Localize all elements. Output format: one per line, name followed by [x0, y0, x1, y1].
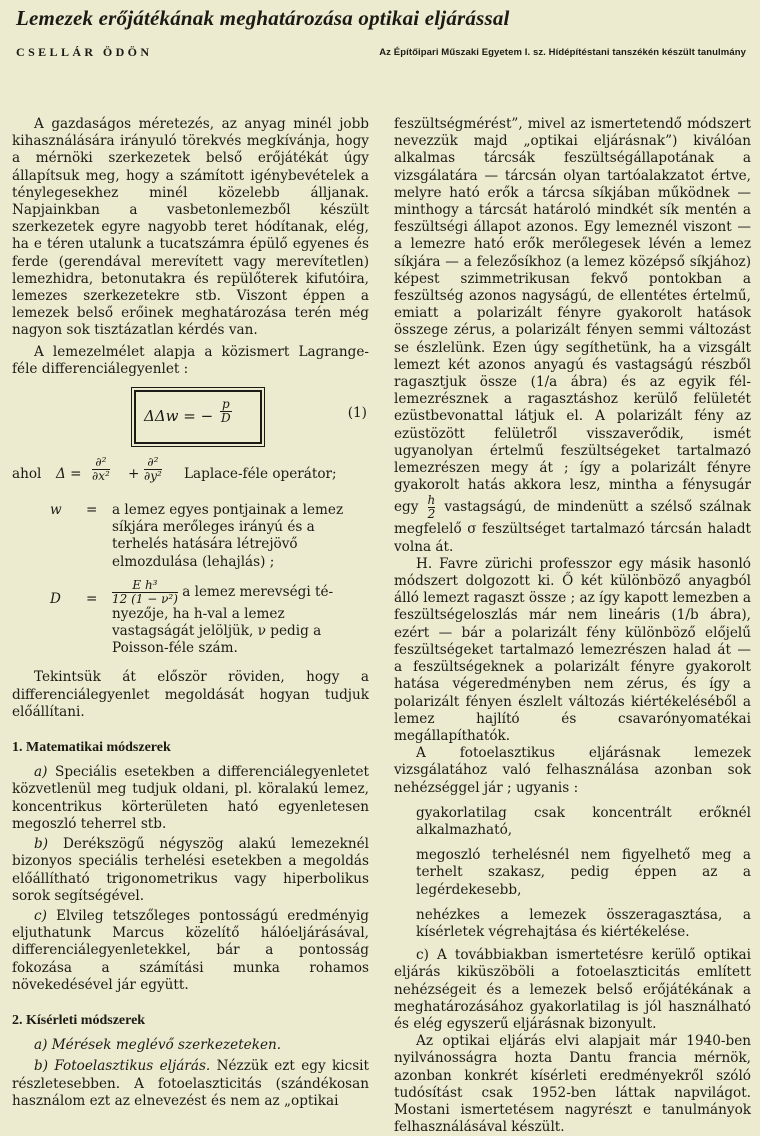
- left-column: [12, 116, 369, 1110]
- item-a2: a) Mérések meglévő szerkezeteken.: [34, 1037, 282, 1054]
- d-symbol: D: [50, 590, 61, 607]
- item-a-text: Speciális esetekben a differenciálegyenletet közvetlenül meg tudjuk oldani, pl. köralakú lemez, koncentrikus körterületen ható egyenletesen megoszló teherrel stb.: [12, 764, 369, 832]
- laplace-text: Laplace-féle operátor;: [184, 466, 337, 483]
- equation-numerator: p: [222, 397, 230, 412]
- item-b2: [12, 1058, 369, 1110]
- item-c-label: c): [34, 907, 47, 924]
- item-a-label: a): [34, 764, 48, 781]
- w-symbol: w: [50, 502, 62, 519]
- item-b2-label: b) Fotoelasztikus eljárás.: [34, 1058, 211, 1075]
- paragraph-intro: A gazdaságos méretezés, az anyag minél jobb kihasználására irányuló törekvés megkívánja, hogy a mérnöki szerkezetek belső erőjátékát úgy állapítsuk meg, hogy a számított igénybevételek a ténylegesekhez minél közelebb álljanak. Napjainkban a vasbetonlemezből készült szerkezetek egyre nagyobb teret hódítanak, elég, ha e téren utalunk a tucatszámra épülő egyenes és ferde (gerendával merevített vagy merevítetlen) lemezhidra, betonutakra és repülőterek kifutóira, lemezes szerkezetekre stb. Viszont éppen a lemezek belső erőinek meghatározása terén még nagyon sok tisztázatlan kérdés van.: [12, 116, 369, 339]
- laplace-den-y: ∂y²: [144, 469, 162, 484]
- half-thickness-fraction: [428, 494, 436, 521]
- equation-box: [134, 390, 262, 444]
- laplace-den-x: ∂x²: [92, 469, 110, 484]
- w-text: a lemez egyes pontjainak a lemez síkjára merőleges irányú és a terhelés hatására létrejövő elmozdulása (lehajlás) ;: [112, 502, 344, 570]
- item-b2-text: Nézzük ezt egy kicsit részletesebben. A fotoelaszticitás (szándékosan használom ezt az elnevezést és nem az „optikai: [12, 1058, 369, 1109]
- d-fraction: [112, 579, 178, 606]
- laplace-symbol: Δ =: [56, 466, 82, 483]
- half-numerator: h: [427, 493, 436, 508]
- d-body: [12, 579, 369, 658]
- w-definition: [12, 502, 369, 571]
- laplace-num-x: ∂²: [92, 456, 110, 470]
- laplace-plus: +: [128, 466, 140, 483]
- d-denominator: 12 (1 − ν²): [112, 591, 178, 606]
- laplace-fraction-x: [92, 456, 110, 483]
- right-column: [394, 116, 751, 1136]
- paragraph-continued-a: feszültségmérést”, mivel az ismertetendő módszert nevezzük majd „optikai eljárásnak”) kiválóan alkalmas tárcsák feszültségállapotának a vizsgálatára — tárcsán olyan tartóalakzatot értve, melyre ható erők a tárcsa síkjában működnek — minthogy a tárcsát határoló mindkét sík mentén a feszültségi állapot azonos. Egy lemeznél viszont — a lemezre ható erők merőlegesek lévén a lemez síkjára — a felezősíkhoz (a lemez középső síkjához) képest szimmetrikusan fekvő pontokban a feszültség azonos nagyságú, de ellentétes értelmű, emiatt a polarizált fényre gyakorolt hatások összege zérus, a polarizált fényen semmi változást se észlelünk. Ezen úgy segíthetünk, ha a vizsgált lemezt két azonos anyagú és vastagságú részből ragasztjuk össze (1/a ábra) és az egyik fél-lemezrésznek a ragasztáshoz kerülő felületét ezüstbevonattal látjuk el. A polarizált fény az ezüstözött felületről visszaverődik, ismét ugyanolyan értelmű feszültségeket tartalmazó lemezrészen megy át ; így a polarizált fényre gyakorolt hatás akkora lesz, mintha a fénysugár egy: [394, 116, 751, 516]
- item-b-label: b): [34, 836, 49, 853]
- article-title: Lemezek erőjátékának meghatározása optikai eljárással: [16, 6, 510, 30]
- difficulty-2: megoszló terhelésnél nem figyelhető meg a terhelt szakasz, pedig éppen az a legérdekesebb,: [416, 847, 751, 898]
- d-text-1: a lemez merevségi té-: [182, 583, 334, 600]
- item-c: [12, 908, 369, 994]
- laplace-definition: [12, 456, 369, 492]
- paragraph-favre: H. Favre zürichi professzor egy másik hasonló módszert dolgozott ki. Ő két különböző anyagból álló lemezt ragaszt össze ; az így kapott lemezben a feszültségeloszlás már nem lineáris (1/b ábra), ezért — bár a polarizált fény különböző előjelű feszültségeket tartalmazó lemezrészen halad át — a feszültségeknek a polarizált fényre gyakorolt hatása végeredményben nem zérus, és így a polarizált fényen észlelt változás kiértékeléséből a lemez hajlító és csavarónyomatékai megállapíthatók.: [394, 555, 752, 744]
- half-denominator: 2: [427, 507, 436, 522]
- difficulty-1: gyakorlatilag csak koncentrált erőknél alkalmazható,: [416, 804, 751, 838]
- item-b-text: Derékszögű négyszög alakú lemezeknél bizonyos speciális terhelési esetekben a megoldás előállítható trigonometrikus vagy hiperbolikus sorok segítségével.: [12, 836, 369, 904]
- d-numerator: E h³: [112, 579, 178, 593]
- equation-lhs: ΔΔw = −: [144, 407, 214, 426]
- d-text-2: nyezője, ha h-val a lemez vastagságát jelöljük, ν pedig a Poisson-féle szám.: [112, 605, 322, 657]
- w-equals: =: [86, 502, 98, 519]
- equation-denominator: D: [221, 411, 231, 426]
- affiliation: Az Építőipari Műszaki Egyetem I. sz. Hídépítéstani tanszékén készült tanulmány: [379, 47, 746, 58]
- item-b: [12, 836, 369, 905]
- author-name: CSELLÁR ÖDÖN: [16, 45, 153, 59]
- item-a: [12, 764, 369, 833]
- paragraph-difficulties: A fotoelasztikus eljárásnak lemezek vizsgálatához való felhasználása azonban sok nehézséggel jár ; ugyanis :: [394, 745, 751, 796]
- equation-fraction: [220, 398, 232, 425]
- paragraph-continued: [394, 116, 751, 556]
- paragraph-optical-method: c) A továbbiakban ismertetésre kerülő optikai eljárás kiküszöböli a fotoelaszticitás említett nehézségeit és a lemezek belső erőjátékának a meghatározásához gyakorlatilag is jól használható és elég egyszerű eljárásnak bizonyult.: [394, 947, 751, 1032]
- heading-experimental-methods: 2. Kísérleti módszerek: [12, 1012, 146, 1028]
- d-definition: [12, 579, 369, 658]
- paragraph-overview: Tekintsük át először röviden, hogy a differenciálegyenlet megoldását hogyan tudjuk előállítani.: [12, 669, 369, 720]
- difficulty-3: nehézkes a lemezek összeragasztása, a kísérletek végrehajtása és kiértékelése.: [416, 906, 751, 940]
- laplace-fraction-y: [144, 456, 162, 483]
- paragraph-continued-b: vastagságú, de mindenütt a szélső szálnak megfelelő σ feszültséget tartalmazó tárcsán haladt volna át.: [394, 499, 751, 555]
- d-equals: =: [86, 590, 98, 607]
- paragraph-history: Az optikai eljárás elvi alapjait már 1940-ben nyilvánosságra hozta Dantu francia mérnök, azonban konkrét kísérleti eredményekről szóló tudósítást csak 1952-ben láttak napvilágot. Mostani ismertetésem nagyrészt e tanulmányok felhasználásával készült.: [394, 1033, 751, 1136]
- ahol-label: ahol: [12, 466, 42, 483]
- laplace-num-y: ∂²: [144, 456, 162, 470]
- paragraph-lagrange: A lemezelmélet alapja a közismert Lagrange-féle differenciálegyenlet :: [12, 343, 369, 377]
- equation-1: [12, 388, 369, 450]
- equation-number: (1): [347, 405, 367, 422]
- heading-mathematical-methods: 1. Matematikai módszerek: [12, 740, 171, 756]
- item-c-text: Elvileg tetszőleges pontosságú eredményig eljuthatunk Marcus közelítő hálóeljárásával, differenciálegyenletekkel, bár a pontosság fokozása a számítási munka rohamos növekedésével jár együtt.: [12, 907, 369, 993]
